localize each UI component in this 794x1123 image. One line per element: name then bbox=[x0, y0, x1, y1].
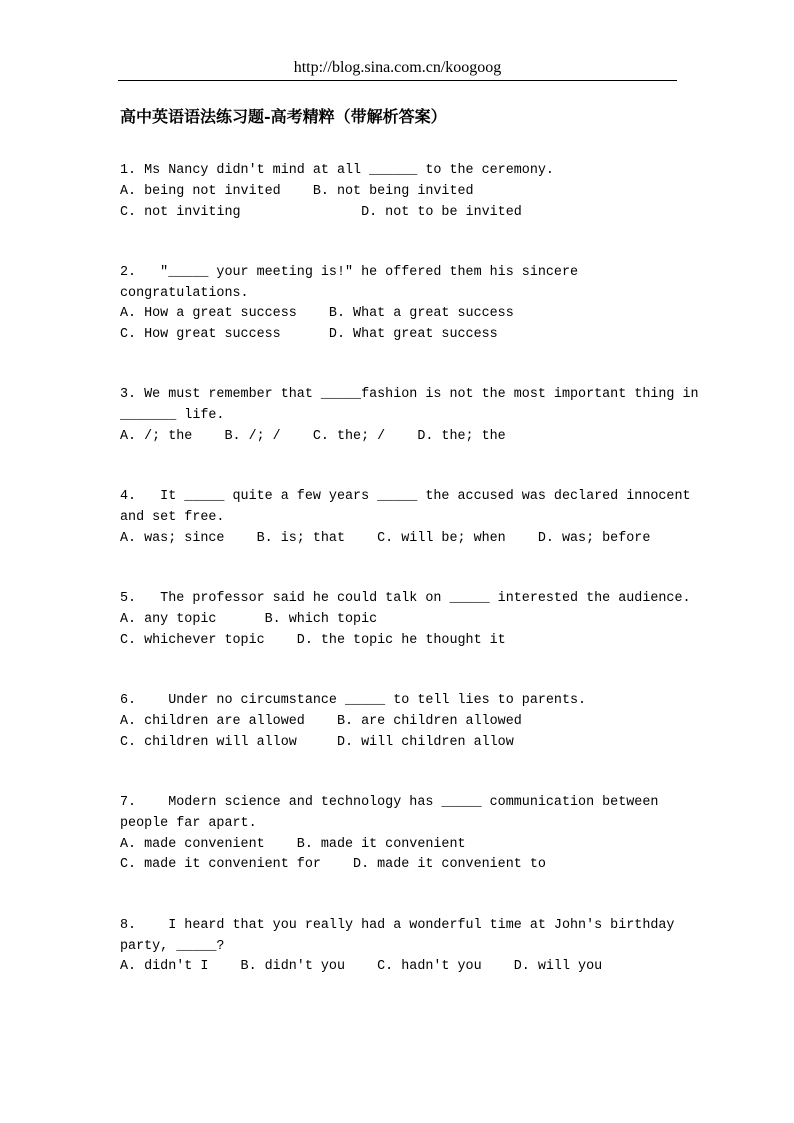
header-rule bbox=[118, 80, 677, 81]
question-text: 1. Ms Nancy didn't mind at all ______ to the ceremony. bbox=[120, 163, 554, 178]
question-options: A. being not invited B. not being invited bbox=[120, 184, 474, 199]
question-options: C. made it convenient for D. made it convenient to bbox=[120, 857, 546, 872]
question-text: 7. Modern science and technology has _____ communication between bbox=[120, 795, 659, 810]
question-text: 5. The professor said he could talk on _____ interested the audience. bbox=[120, 591, 691, 606]
document-title: 高中英语语法练习题-高考精粹（带解析答案） bbox=[120, 107, 447, 126]
question-text: 6. Under no circumstance _____ to tell lies to parents. bbox=[120, 693, 587, 708]
question-options: C. children will allow D. will children allow bbox=[120, 735, 514, 750]
question-text: people far apart. bbox=[120, 816, 257, 831]
question-text: 3. We must remember that _____fashion is not the most important thing in bbox=[120, 387, 699, 402]
question-text: 2. "_____ your meeting is!" he offered them his sincere bbox=[120, 265, 579, 280]
question-options: A. made convenient B. made it convenient bbox=[120, 837, 466, 852]
question-options: C. whichever topic D. the topic he thought it bbox=[120, 633, 506, 648]
question-options: C. How great success D. What great success bbox=[120, 327, 498, 342]
question-options: A. didn't I B. didn't you C. hadn't you D. will you bbox=[120, 959, 603, 974]
question-text: and set free. bbox=[120, 510, 225, 525]
question-options: A. /; the B. /; / C. the; / D. the; the bbox=[120, 429, 506, 444]
question-options: C. not inviting D. not to be invited bbox=[120, 205, 522, 220]
question-options: A. How a great success B. What a great success bbox=[120, 306, 514, 321]
header-url[interactable]: http://blog.sina.com.cn/koogoog bbox=[293, 59, 502, 76]
question-text: party, _____? bbox=[120, 939, 225, 954]
question-text: congratulations. bbox=[120, 286, 249, 301]
question-text: _______ life. bbox=[120, 408, 225, 423]
question-options: A. was; since B. is; that C. will be; when D. was; before bbox=[120, 531, 651, 546]
question-options: A. any topic B. which topic bbox=[120, 612, 378, 627]
question-text: 4. It _____ quite a few years _____ the accused was declared innocent bbox=[120, 489, 691, 504]
question-text: 8. I heard that you really had a wonderful time at John's birthday bbox=[120, 918, 675, 933]
question-options: A. children are allowed B. are children allowed bbox=[120, 714, 522, 729]
